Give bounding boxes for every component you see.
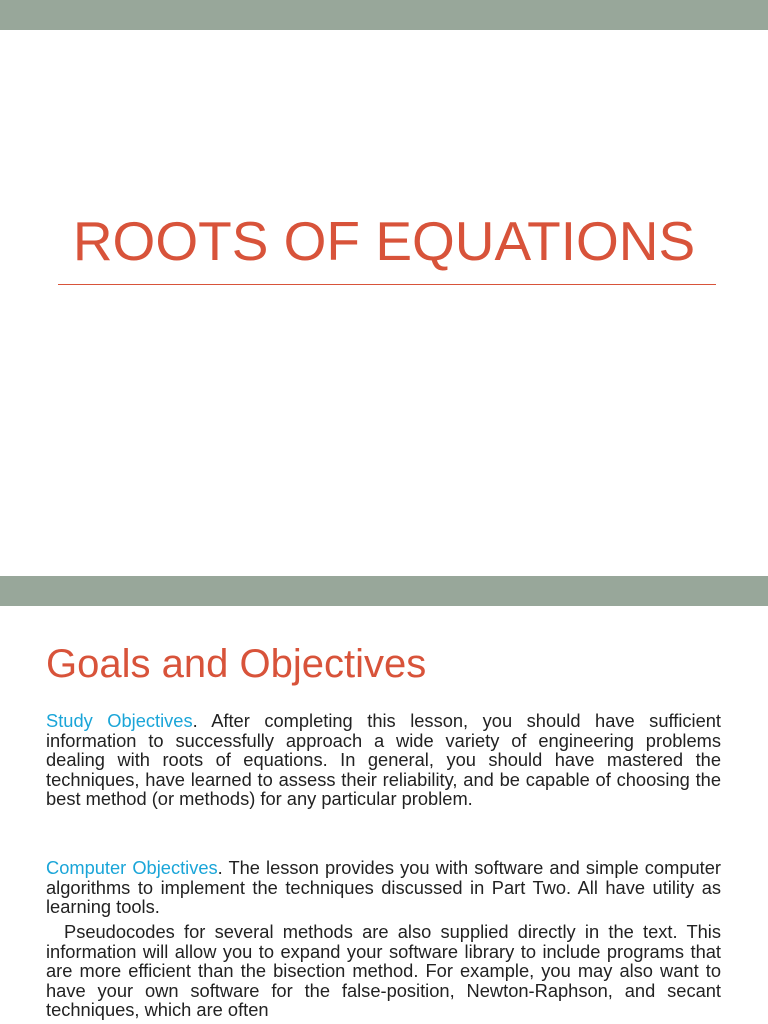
computer-objectives-label: Computer Objectives <box>46 857 218 878</box>
computer-objectives-paragraph <box>46 858 721 917</box>
study-objectives-paragraph <box>46 711 721 809</box>
slide-top-bar <box>0 0 768 30</box>
slide-top-bar <box>0 576 768 606</box>
pseudocode-paragraph: Pseudocodes for several methods are also supplied directly in the text. This information will allow you to expand your software library to include programs that are more efficient than the bisection method. For example, you may also want to have your own software for the false-position, Newton-Raphson, and secant techniques, which are often <box>46 921 721 1020</box>
title-underline <box>58 284 716 285</box>
study-objectives-label: Study Objectives <box>46 710 193 731</box>
slide-heading: Goals and Objectives <box>46 642 427 686</box>
computer-objectives-text: . The lesson provides you with software and simple computer algorithms to implement the techniques discussed in Part Two. All have utility as learning tools. <box>46 857 721 917</box>
slide-title: ROOTS OF EQUATIONS <box>72 210 696 272</box>
content-slide <box>0 576 768 1024</box>
study-objectives-text: . After completing this lesson, you should have sufficient information to successfully approach a wide variety of engineering problems dealing with roots of equations. In general, you should have mastered the techniques, have learned to assess their reliability, and be capable of choosing the best method (or methods) for any particular problem. <box>46 710 721 809</box>
